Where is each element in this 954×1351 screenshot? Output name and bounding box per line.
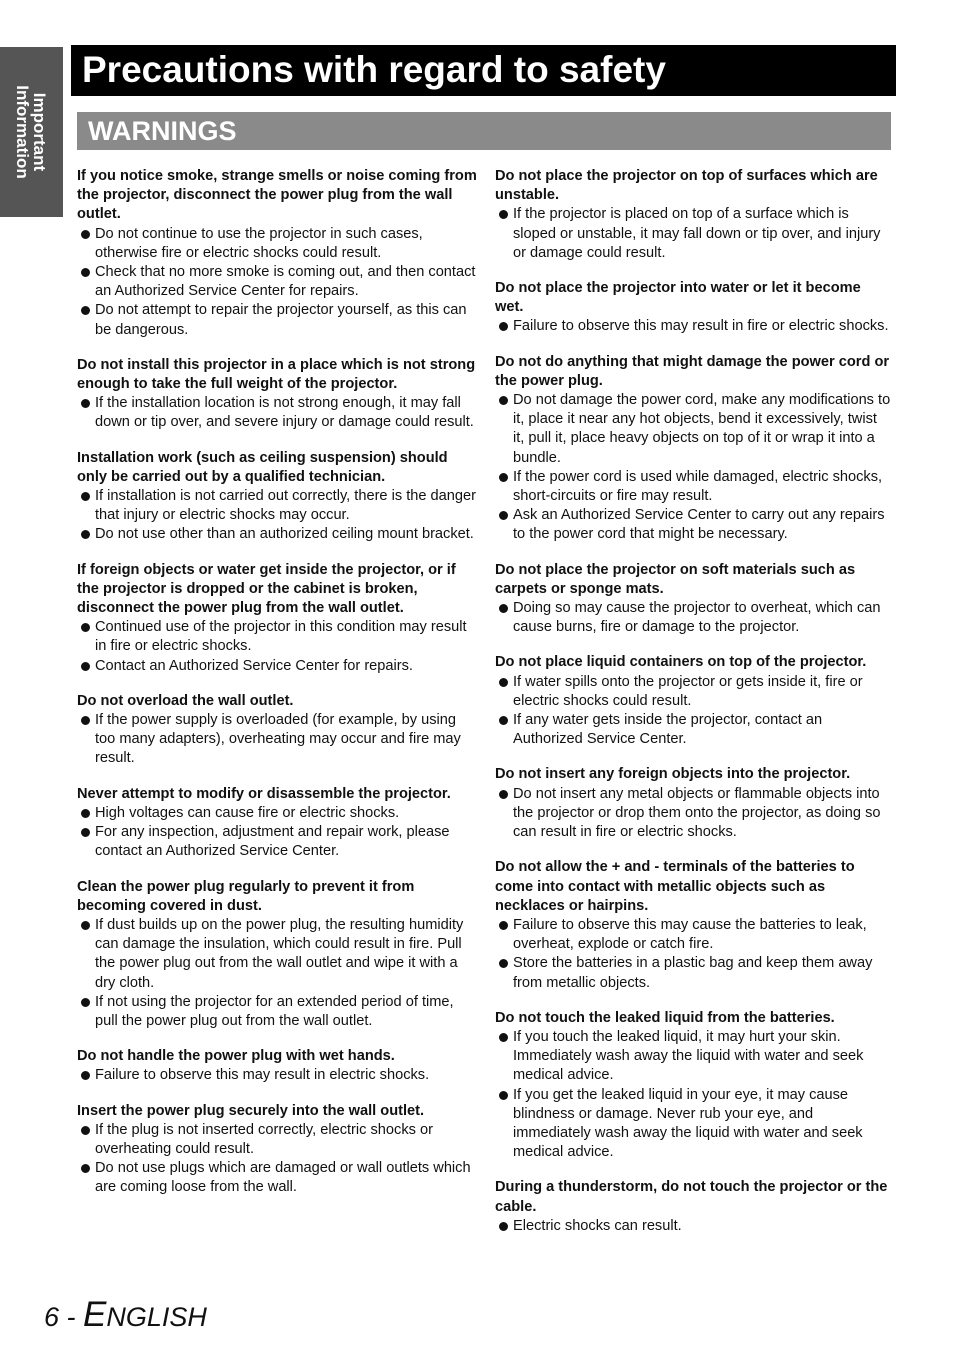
warning-heading: Installation work (such as ceiling suspension) should only be carried out by a qualified technician. [77,449,448,485]
warning-bullet: Continued use of the projector in this condition may result in fire or electric shocks. [77,618,477,656]
warning-heading: If foreign objects or water get inside the projector, or if the projector is dropped or the cabinet is broken, disconnect the power plug from the wall outlet. [77,561,456,617]
warning-bullet-list [495,785,891,843]
warning-block [495,1009,891,1163]
warning-bullet-list [495,916,891,993]
warning-block [77,1102,477,1198]
warning-bullet-list [495,1028,891,1162]
warning-bullet: If the projector is placed on top of a surface which is sloped or unstable, it may fall down or tip over, and injury or damage could result. [495,205,891,263]
warning-bullet: If the plug is not inserted correctly, electric shocks or overheating could result. [77,1121,477,1159]
side-tab-label [14,47,48,217]
footer-language-cap: E [83,1295,107,1334]
warning-bullet-list [77,804,477,862]
warning-bullet: If you get the leaked liquid in your eye, it may cause blindness or damage. Never rub your eye, and immediately wash away the liquid with water and seek medical advice. [495,1086,891,1163]
warning-heading: Do not handle the power plug with wet hands. [77,1048,395,1065]
warning-bullet: If water spills onto the projector or gets inside it, fire or electric shocks could result. [495,673,891,711]
warning-block [495,653,891,749]
warning-bullet: If installation is not carried out correctly, there is the danger that injury or electric shocks may occur. [77,487,477,525]
warning-block [495,279,891,337]
warning-heading: Never attempt to modify or disassemble the projector. [77,785,451,802]
warning-bullet: Store the batteries in a plastic bag and keep them away from metallic objects. [495,954,891,992]
warning-bullet-list [77,394,477,432]
warning-bullet-list [77,1121,477,1198]
warning-block [77,561,477,676]
warning-block [77,356,477,433]
warning-heading: Do not overload the wall outlet. [77,692,294,709]
warning-bullet-list [495,317,891,336]
warning-bullet-list [77,916,477,1031]
warning-heading: Do not place the projector on soft materials such as carpets or sponge mats. [495,561,856,597]
warning-bullet: Electric shocks can result. [495,1217,891,1236]
warning-bullet: If the power cord is used while damaged, electric shocks, short-circuits or fire may result. [495,468,891,506]
warning-bullet: Doing so may cause the projector to overheat, which can cause burns, fire or damage to the projector. [495,599,891,637]
warning-bullet: Do not insert any metal objects or flammable objects into the projector or drop them onto the projector, as doing so can result in fire or electric shocks. [495,785,891,843]
warning-heading: Clean the power plug regularly to prevent it from becoming covered in dust. [77,878,415,914]
warning-bullet-list [495,673,891,750]
warning-bullet: Check that no more smoke is coming out, and then contact an Authorized Service Center for repairs. [77,263,477,301]
warning-heading: Do not allow the + and - terminals of the batteries to come into contact with metallic objects such as necklaces or hairpins. [495,859,855,914]
warning-bullet: For any inspection, adjustment and repair work, please contact an Authorized Service Center. [77,823,477,861]
warning-block [77,785,477,862]
warning-heading: Do not place the projector on top of surfaces which are unstable. [495,168,878,204]
warning-bullet: Ask an Authorized Service Center to carry out any repairs to the power cord that might be necessary. [495,506,891,544]
warning-block [77,1047,477,1085]
warning-bullet: If the installation location is not strong enough, it may fall down or tip over, and severe injury or damage could result. [77,394,477,432]
warning-bullet: Failure to observe this may result in electric shocks. [77,1066,477,1085]
warning-bullet: If you touch the leaked liquid, it may hurt your skin. Immediately wash away the liquid with water and seek medical advice. [495,1028,891,1086]
warning-heading: If you notice smoke, strange smells or noise coming from the projector, disconnect the power plug from the wall outlet. [77,168,477,223]
warning-bullet: Failure to observe this may cause the batteries to leak, overheat, explode or catch fire. [495,916,891,954]
warning-heading: Do not place the projector into water or let it become wet. [495,280,861,316]
warning-bullet-list [77,711,477,769]
warning-bullet-list [77,487,477,545]
warning-heading: Do not place liquid containers on top of the projector. [495,654,867,671]
warning-bullet: Contact an Authorized Service Center for repairs. [77,657,477,676]
page-footer [44,1297,207,1335]
warning-bullet-list [495,205,891,263]
warning-block [77,692,477,769]
warning-bullet: Do not use other than an authorized ceiling mount bracket. [77,525,477,544]
warning-block [495,858,891,992]
warning-block [495,765,891,842]
warning-block [77,449,477,545]
warning-bullet-list [495,391,891,545]
warning-bullet-list [77,1066,477,1085]
section-title: WARNINGS [88,116,237,146]
warning-bullet: Failure to observe this may result in fire or electric shocks. [495,317,891,336]
warning-bullet-list [495,599,891,637]
warning-bullet: High voltages can cause fire or electric shocks. [77,804,477,823]
warning-bullet: If the power supply is overloaded (for example, by using too many adapters), overheating may occur and fire may result. [77,711,477,769]
warning-bullet-list [77,618,477,676]
warning-bullet: Do not continue to use the projector in such cases, otherwise fire or electric shocks could result. [77,225,477,263]
warning-heading: Do not install this projector in a place which is not strong enough to take the full weight of the projector. [77,356,476,393]
section-bar [77,112,891,150]
right-column [495,167,891,1252]
page-number: 6 - [44,1302,84,1332]
warning-block [495,561,891,638]
side-tab [0,47,63,217]
left-column [77,167,477,1214]
side-tab-line1: Important [30,92,49,172]
warning-heading: During a thunderstorm, do not touch the projector or the cable. [495,1179,888,1215]
warning-bullet: Do not attempt to repair the projector yourself, as this can be dangerous. [77,301,477,339]
warning-heading: Insert the power plug securely into the wall outlet. [77,1102,425,1119]
warning-bullet-list [77,225,477,340]
warning-block [77,167,477,340]
side-tab-line2: Information [13,85,32,179]
warning-block [495,1178,891,1236]
warning-block [495,353,891,545]
warning-bullet: Do not use plugs which are damaged or wall outlets which are coming loose from the wall. [77,1159,477,1197]
warning-block [495,167,891,263]
warning-block [77,878,477,1032]
title-bar [71,45,896,96]
page-title: Precautions with regard to safety [82,49,666,90]
footer-language-rest: NGLISH [106,1302,207,1332]
warning-heading: Do not insert any foreign objects into the projector. [495,766,851,783]
warning-bullet: If dust builds up on the power plug, the resulting humidity can damage the insulation, which could result in fire. Pull the power plug out from the wall outlet and wipe it with a dry cloth. [77,916,477,993]
warning-bullet: If not using the projector for an extended period of time, pull the power plug out from the wall outlet. [77,993,477,1031]
warning-heading: Do not touch the leaked liquid from the batteries. [495,1009,835,1026]
warning-bullet-list [495,1217,891,1236]
warning-heading: Do not do anything that might damage the power cord or the power plug. [495,353,890,389]
warning-bullet: If any water gets inside the projector, contact an Authorized Service Center. [495,711,891,749]
warning-bullet: Do not damage the power cord, make any modifications to it, place it near any hot objects, bend it excessively, twist it, pull it, place heavy objects on top of it or wrap it into a bundle. [495,391,891,468]
